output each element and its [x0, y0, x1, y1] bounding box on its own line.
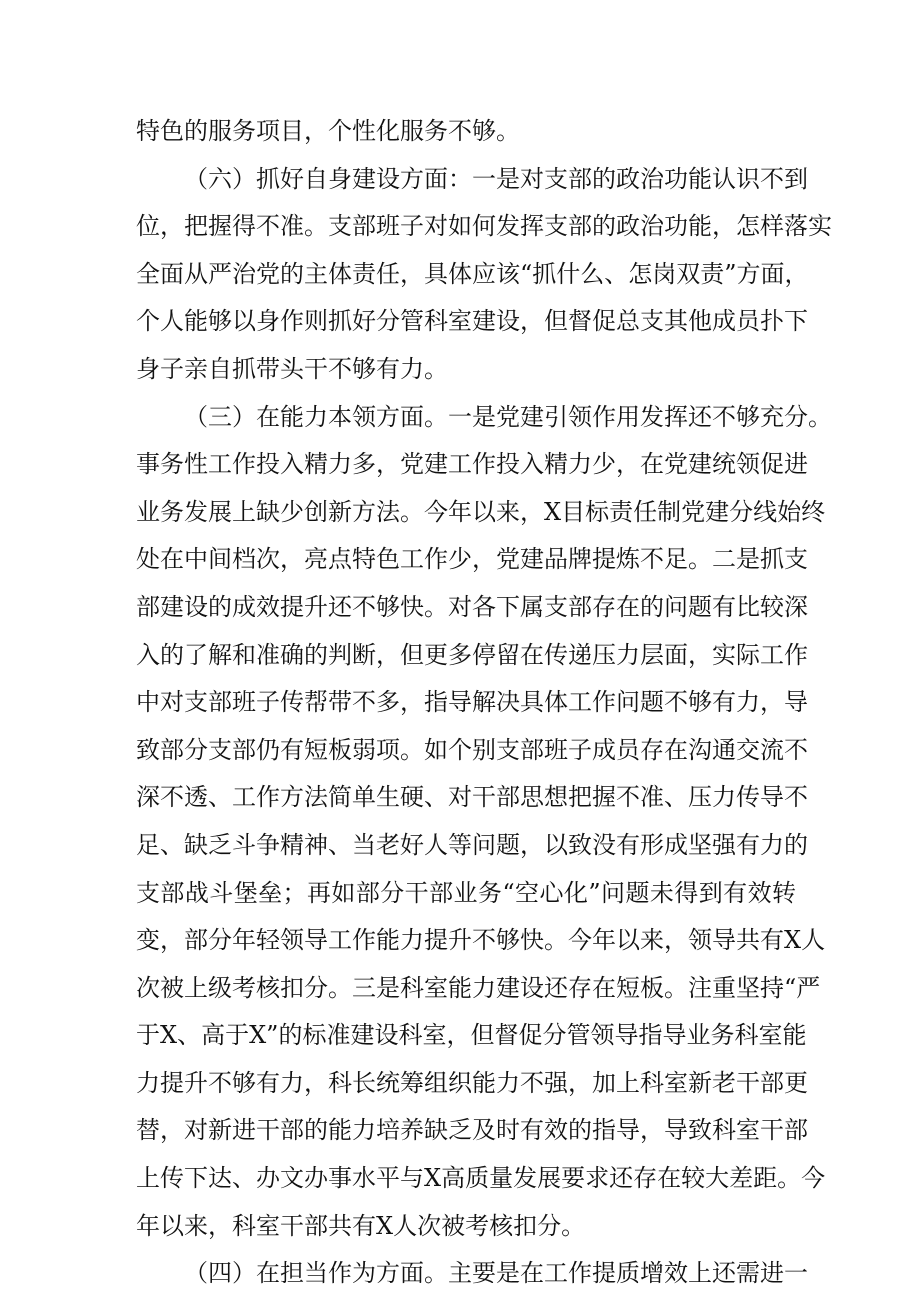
text-line: 次被上级考核扣分。三是科室能力建设还存在短板。注重坚持“严	[136, 973, 821, 1002]
text-line: 力提升不够有力，科长统筹组织能力不强，加上科室新老干部更	[136, 1068, 808, 1097]
document-body	[136, 108, 832, 1298]
text-line: 位，把握得不准。支部班子对如何发挥支部的政治功能，怎样落实	[136, 212, 832, 241]
paragraph-capability	[136, 394, 832, 1251]
text-line: 处在中间档次，亮点特色工作少，党建品牌提炼不足。二是抓支	[136, 545, 808, 574]
text-line: 身子亲自抓带头干不够有力。	[136, 354, 448, 383]
text-line: （三）在能力本领方面。一是党建引领作用发挥还不够充分。	[184, 402, 832, 431]
paragraph-service-fragment	[136, 108, 796, 156]
text-line: 入的了解和准确的判断，但更多停留在传递压力层面，实际工作	[136, 640, 808, 669]
text-line: 事务性工作投入精力多，党建工作投入精力少，在党建统领促进	[136, 450, 808, 479]
text-line: （六）抓好自身建设方面：一是对支部的政治功能认识不到	[184, 164, 808, 193]
text-line: （四）在担当作为方面。主要是在工作提质增效上还需进一	[184, 1259, 808, 1288]
text-line: 特色的服务项目，个性化服务不够。	[136, 117, 520, 145]
text-line: 深不透、工作方法简单生硬、对干部思想把握不准、压力传导不	[136, 783, 808, 812]
text-line: 上传下达、办文办事水平与X高质量发展要求还存在较大差距。今	[136, 1164, 826, 1193]
text-line: 变，部分年轻领导工作能力提升不够快。今年以来，领导共有X人	[136, 926, 826, 955]
text-line: 年以来，科室干部共有X人次被考核扣分。	[136, 1211, 586, 1240]
text-line: 替，对新进干部的能力培养缺乏及时有效的指导，导致科室干部	[136, 1116, 808, 1145]
text-line: 中对支部班子传帮带不多，指导解决具体工作问题不够有力，导	[136, 688, 808, 717]
text-line: 全面从严治党的主体责任，具体应该“抓什么、怎岗双责”方面，	[136, 259, 809, 288]
text-line: 业务发展上缺少创新方法。今年以来，X目标责任制党建分线始终	[136, 497, 826, 526]
text-line: 足、缺乏斗争精神、当老好人等问题，以致没有形成坚强有力的	[136, 830, 808, 859]
paragraph-responsibility	[136, 1250, 808, 1298]
text-line: 于X、高于X”的标准建设科室，但督促分管领导指导业务科室能	[136, 1021, 807, 1050]
paragraph-self-construction	[136, 156, 832, 394]
text-line: 支部战斗堡垒；再如部分干部业务“空心化”问题未得到有效转	[136, 878, 796, 907]
text-line: 个人能够以身作则抓好分管科室建设，但督促总支其他成员扑下	[136, 307, 808, 336]
text-line: 致部分支部仍有短板弱项。如个别支部班子成员存在沟通交流不	[136, 735, 808, 764]
text-line: 部建设的成效提升还不够快。对各下属支部存在的问题有比较深	[136, 592, 808, 621]
